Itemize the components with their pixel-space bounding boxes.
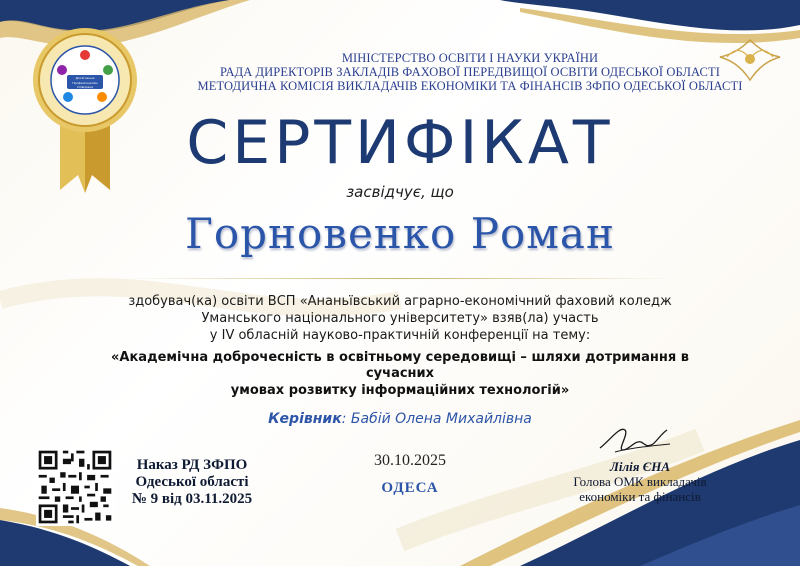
topic-line-2: сучасних [365, 366, 435, 381]
certificate-title: СЕРТИФІКАТ [186, 108, 614, 178]
issue-date: 30.10.2025 [374, 452, 446, 469]
body-line-3: у IV обласній науково-практичній конференції на тему: [209, 328, 591, 343]
org-line-commission: МЕТОДИЧНА КОМІСІЯ ВИКЛАДАЧІВ ЕКОНОМІКИ ТА ФІНАНСІВ ЗФПО ОДЕСЬКОЇ ОБЛАСТІ [197, 79, 743, 93]
recipient-name: Горновенко Роман [185, 209, 615, 258]
order-line-2: Одеської області [135, 474, 249, 490]
order-line-3: № 9 від 03.11.2025 [131, 491, 253, 507]
qr-code-icon [36, 448, 114, 526]
certificate-subtitle: засвідчує, що [346, 183, 454, 201]
supervisor-name: : Бабій Олена Михайлівна [341, 411, 532, 427]
topic-line-1: «Академічна доброчесність в освітньому середовищі – шляхи дотримання в [111, 350, 689, 365]
signer-title-line-1: Голова ОМК викладачів [573, 474, 707, 489]
body-line-2: Уманського національного університету» взяв(ла) участь [201, 311, 599, 326]
org-line-council: РАДА ДИРЕКТОРІВ ЗАКЛАДІВ ФАХОВОЇ ПЕРЕДВИЩОЇ ОСВІТИ ОДЕСЬКОЇ ОБЛАСТІ [220, 65, 720, 79]
divider [122, 278, 678, 279]
signer-name: Лілія ЄНА [609, 459, 671, 474]
order-line-1: Наказ РД ЗФПО [136, 457, 248, 473]
body-line-1: здобувач(ка) освіти ВСП «Ананьївський аграрно-економічний фаховий коледж [128, 294, 672, 309]
topic-line-3: умовах розвитку інформаційних технологій» [230, 383, 570, 398]
signer-title-line-2: економіки та фінансів [579, 489, 701, 504]
supervisor [0, 411, 800, 427]
badge-caption: Досягнення Професіоналізм Співпраця [72, 76, 98, 89]
supervisor-label: Керівник [268, 411, 342, 427]
signature-icon [595, 420, 675, 460]
city: ОДЕСА [381, 480, 439, 496]
org-line-ministry: МІНІСТЕРСТВО ОСВІТИ І НАУКИ УКРАЇНИ [341, 51, 599, 65]
